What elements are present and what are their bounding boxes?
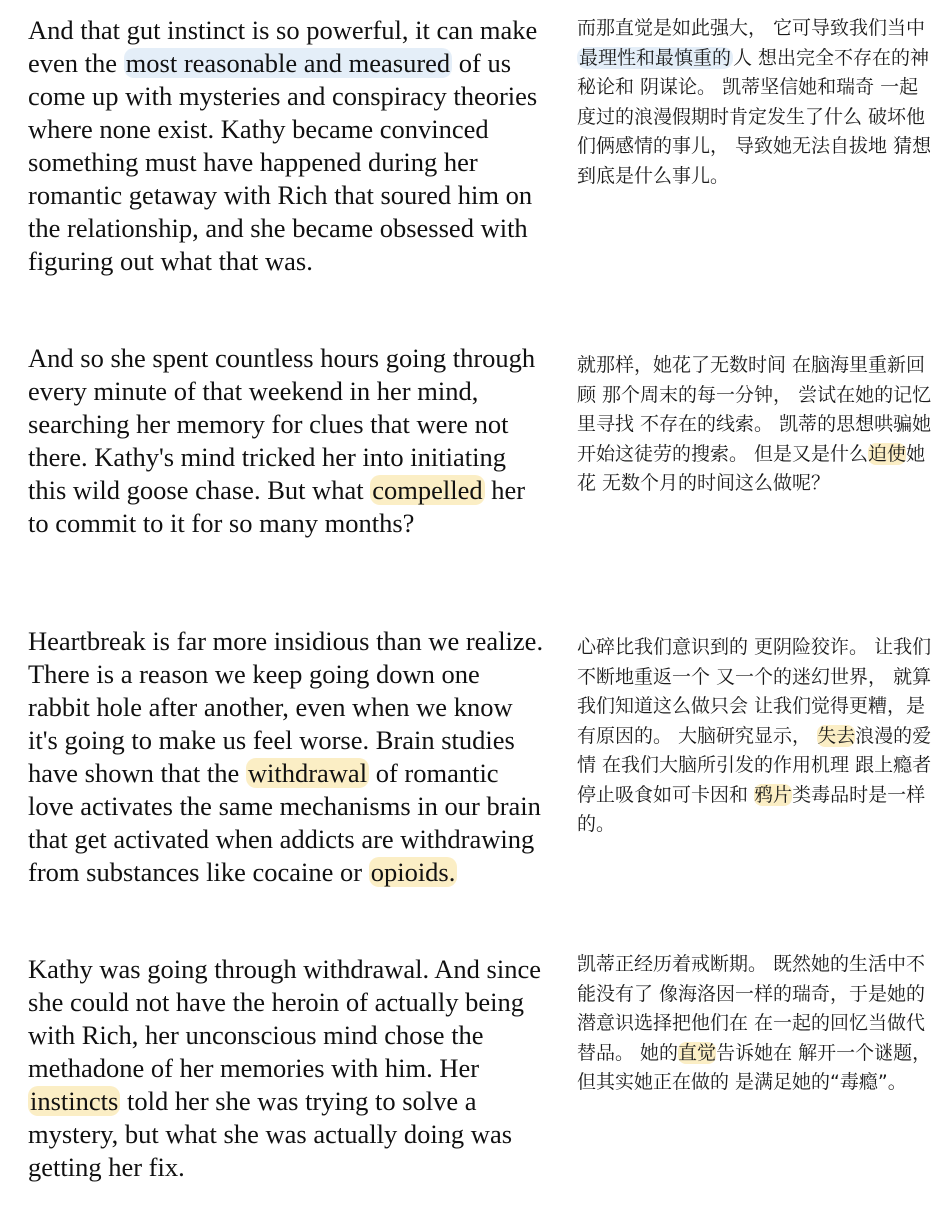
paragraph-1-english (28, 14, 548, 278)
highlighted-term: compelled (372, 475, 483, 505)
paragraph-3-english (28, 625, 548, 889)
text-segment: And so she spent countless hours going through every minute of that weekend in her mind, searching her memory for clues that were not there. Kathy's mind tricked her into initiating this wild goose chase. But what (28, 343, 536, 505)
text-segment: of us come up with mysteries and conspiracy theories where none exist. Kathy became convinced something must have happened during her romantic getaway with Rich that soured him on the relationship, and she became obsessed with figuring out what that was. (28, 48, 538, 276)
text-segment: 就那样，她花了无数时间 在脑海里重新回顾 那个周末的每一分钟， 尝试在她的记忆里寻找 不存在的线索。 凯蒂的思想哄骗她 开始这徒劳的搜索。 但是又是什么 (577, 354, 932, 465)
highlighted-term: most reasonable and measured (125, 48, 451, 78)
paragraph-4-english (28, 953, 548, 1184)
highlighted-term: 鸦片 (754, 783, 793, 806)
text-segment: 浪漫的爱情 在我们大脑所引发的作用机理 跟上瘾者停止吸食如可卡因和 (577, 724, 932, 806)
highlighted-term: instincts (30, 1086, 119, 1116)
text-segment: 凯蒂正经历着戒断期。 既然她的生活中不能没有了 像海洛因一样的瑞奇，于是她的潜意识选择把他们在 在一起的回忆当做代替品。 她的 (577, 953, 926, 1064)
text-segment: 她花 无数个月的时间这么做呢？ (577, 442, 926, 494)
text-segment: told her she was trying to solve a mystery, but what she was actually doing was getting her fix. (28, 1086, 513, 1182)
text-segment: 心碎比我们意识到的 更阴险狡诈。 让我们不断地重返一个 又一个的迷幻世界， 就算我们知道这么做只会 让我们觉得更糟，是有原因的。 大脑研究显示， (577, 636, 932, 747)
paragraph-2-english (28, 342, 548, 540)
text-segment: Heartbreak is far more insidious than we realize. There is a reason we keep going down one rabbit hole after another, even when we know it's going to make us feel worse. Brain studies have shown that the (28, 626, 544, 788)
text-segment: her to commit to it for so many months? (28, 475, 526, 538)
highlighted-term: withdrawal (247, 758, 368, 788)
highlighted-term: 直觉 (678, 1041, 717, 1064)
text-segment: 类毒品时是一样的。 (577, 783, 926, 835)
text-segment: Kathy was going through withdrawal. And since she could not have the heroin of actually being with Rich, her unconscious mind chose the methadone of her memories with him. Her (28, 954, 541, 1083)
paragraph-3-chinese (577, 633, 937, 840)
highlighted-term: 失去 (817, 724, 856, 747)
text-segment: And that gut instinct is so powerful, it can make even the (28, 15, 538, 78)
highlighted-term: opioids. (370, 857, 456, 887)
highlighted-term: 最理性和最慎重的 (579, 46, 732, 69)
text-segment: of romantic love activates the same mechanisms in our brain that get activated when addicts are withdrawing from substances like cocaine or (28, 758, 541, 887)
paragraph-1-chinese (577, 14, 937, 191)
highlighted-term: 迫使 (868, 442, 907, 465)
paragraph-2-chinese (577, 351, 937, 499)
text-segment: 告诉她在 解开一个谜题， 但其实她正在做的 是满足她的“毒瘾”。 (577, 1041, 932, 1093)
text-segment: 人 想出完全不存在的神秘论和 阴谋论。 凯蒂坚信她和瑞奇 一起度过的浪漫假期时肯定发生了什么 破坏他们俩感情的事儿， 导致她无法自拔地 猜想到底是什么事儿。 (577, 46, 932, 187)
text-segment: 而那直觉是如此强大， 它可导致我们当中 (577, 17, 926, 39)
paragraph-4-chinese (577, 950, 937, 1098)
